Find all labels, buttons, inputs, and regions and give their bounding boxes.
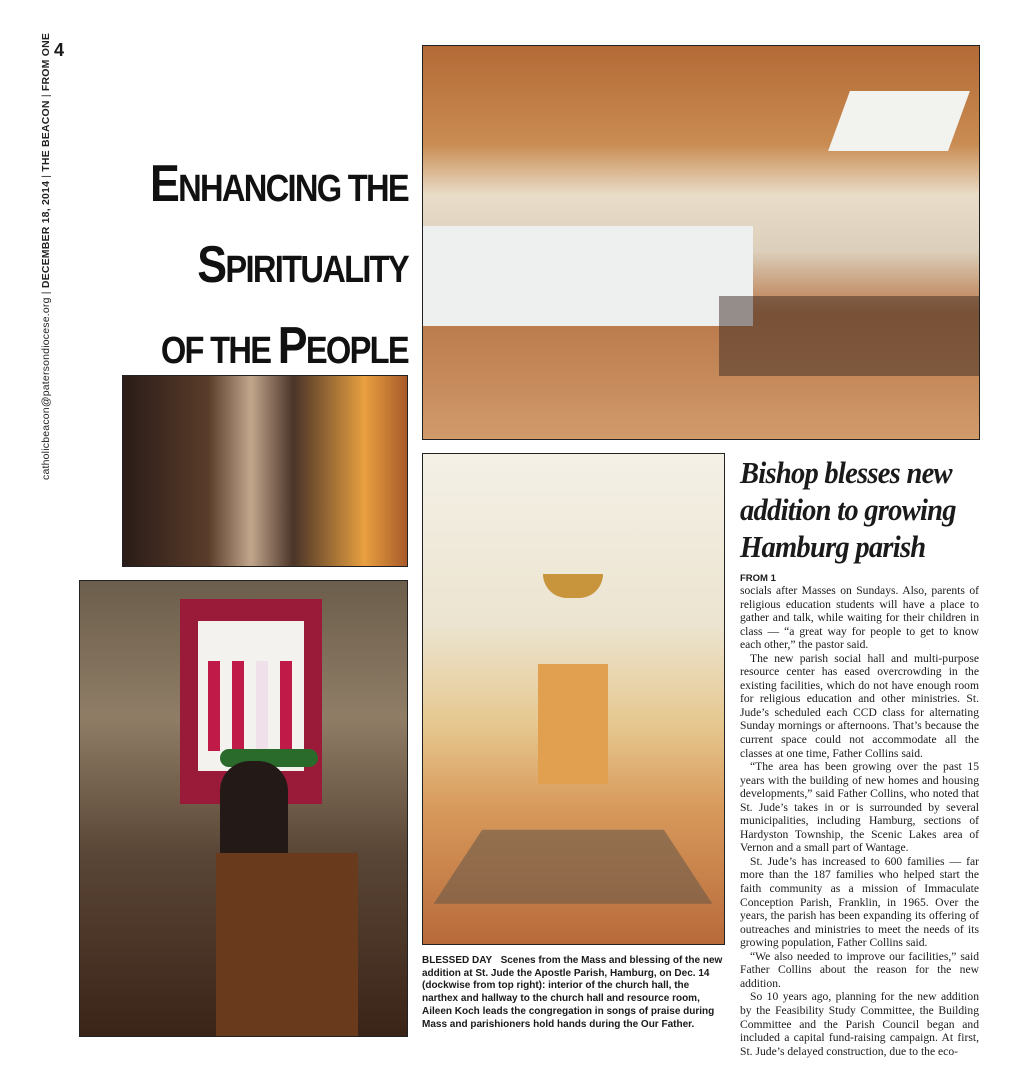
caption-label: BLESSED DAY (422, 955, 493, 966)
church-hall-photo (422, 45, 980, 440)
headline-line-3: OF THE PEOPLE (160, 317, 408, 375)
paragraph: St. Jude’s has increased to 600 families — far more than the 187 families who helped start the faith community as a mission of Immaculate Conception Parish, Franklin, in 1965. Over the years, the parish has been expanding its offering of outreaches and ministries to meet the needs of its growing population, Father Collins said. (740, 854, 979, 950)
lectern (216, 853, 358, 1037)
article-body (740, 584, 979, 1058)
parishioners-photo (122, 375, 408, 567)
cantor-photo (79, 580, 408, 1037)
headline-line-2: SPIRITUALITY (197, 236, 408, 294)
caption-text: Scenes from the Mass and blessing of the new addition at St. Jude the Apostle Parish, Hamburg, on Dec. 14 (dockwise from top right): interior of the church hall, the narthex and hallway to the church hall and resource room, Aileen Koch leads the congregation in songs of praise during Mass and parishioners hold hands during the Our Father. (422, 955, 723, 1030)
paragraph: So 10 years ago, planning for the new addition by the Feasibility Study Committee, the Building Committee and the Parish Council began and included a capital fund-raising campaign. At first, St. Jude’s delayed construction, due to the eco- (740, 990, 979, 1058)
hall-skylight (828, 91, 970, 151)
hall-windows (423, 226, 753, 326)
sideline-section: FROM ONE (40, 32, 52, 92)
photo-caption (422, 955, 724, 1031)
narthex-photo (422, 453, 725, 945)
article-title: Bishop blesses new addition to growing Hamburg parish (740, 455, 956, 564)
paragraph: The new parish social hall and multi-purpose resource center has eased overcrowding in the existing facilities, which do not have enough room for religious education and other ministries. St. Jude’s scheduled each CCD class for alternating Sunday mornings or afternoons. That’s because the current space could not accommodate all the classes at one time, Father Collins said. (740, 651, 979, 760)
headline-line-1: ENHANCING THE (149, 155, 408, 213)
tile-floor (434, 830, 713, 904)
paragraph: “The area has been growing over the past 15 years with the building of new homes and housing developments,” said Father Collins, who noted that St. Jude’s takes in or is surrounded by several municipalities, including Hamburg, sections of Hardyston Township, the Scenic Lakes area of Vernon and a small part of Wantage. (740, 760, 979, 855)
sideline-url: catholicbeacon@patersondiocese.org (40, 297, 52, 480)
paragraph: socials after Masses on Sundays. Also, parents of religious education students will have a place to gather and talk, while waiting for their children in class — “a great way for people to get to know each other,” the pastor said. (740, 584, 979, 652)
paragraph: “We also needed to improve our facilities,” said Father Collins about the reason for the new addition. (740, 949, 979, 990)
sideline-date: DECEMBER 18, 2014 (40, 180, 52, 289)
hallway (538, 664, 608, 784)
page-sideline: catholicbeacon@patersondiocese.org | DECEMBER 18, 2014 | THE BEACON | FROM ONE (40, 32, 52, 480)
ceiling-lamp (543, 574, 603, 598)
hall-tables (719, 296, 979, 376)
jump-line: FROM 1 (740, 573, 776, 584)
page-headline (136, 150, 408, 393)
page-number: 4 (54, 40, 65, 60)
sideline-publication: THE BEACON (40, 100, 52, 172)
